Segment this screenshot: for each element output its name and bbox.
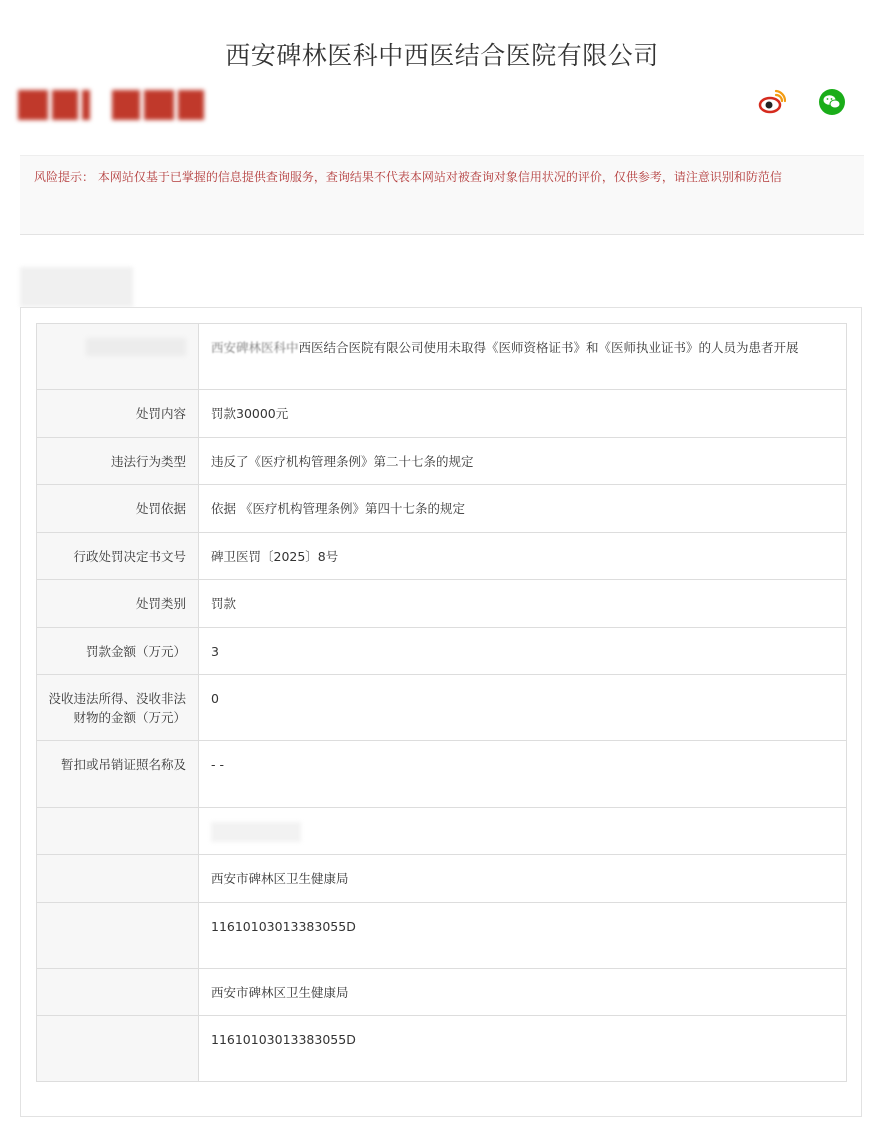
record-tab[interactable]	[20, 267, 133, 307]
row-value: 罚款30000元	[199, 390, 847, 438]
row-label: 暂扣或吊销证照名称及	[37, 741, 199, 808]
row-label	[37, 1016, 199, 1082]
case-description: 西安碑林医科中西医结合医院有限公司使用未取得《医师资格证书》和《医师执业证书》的人员为患者开展	[199, 324, 847, 390]
table-row	[37, 808, 847, 855]
row-label: 罚款金额（万元）	[37, 628, 199, 675]
table-row	[37, 324, 847, 390]
row-value: 0	[199, 675, 847, 741]
table-row	[37, 628, 847, 675]
row-value: 碑卫医罚〔2025〕8号	[199, 533, 847, 580]
row-label: 没收违法所得、没收非法财物的金额（万元）	[37, 675, 199, 741]
row-label	[37, 855, 199, 903]
table-row	[37, 903, 847, 969]
row-value: 违反了《医疗机构管理条例》第二十七条的规定	[199, 438, 847, 485]
row-value: 3	[199, 628, 847, 675]
table-row	[37, 969, 847, 1016]
table-row	[37, 675, 847, 741]
table-row	[37, 1016, 847, 1082]
penalty-record-table	[36, 323, 847, 1082]
risk-notice-text: 风险提示： 本网站仅基于已掌握的信息提供查询服务，查询结果不代表本网站对被查询对象信用状况的评价，仅供参考，请注意识别和防范信	[34, 170, 782, 184]
row-label	[37, 969, 199, 1016]
table-row	[37, 390, 847, 438]
row-label	[37, 903, 199, 969]
table-row	[37, 855, 847, 903]
row-value	[199, 808, 847, 855]
row-label: 处罚内容	[37, 390, 199, 438]
site-logo	[18, 88, 220, 122]
row-label: 违法行为类型	[37, 438, 199, 485]
page-title: 西安碑林医科中西医结合医院有限公司	[225, 41, 659, 70]
row-value: 西安市碑林区卫生健康局	[199, 969, 847, 1016]
row-value: 11610103013383055D	[199, 903, 847, 969]
weibo-icon[interactable]	[758, 88, 786, 116]
row-value: 依据 《医疗机构管理条例》第四十七条的规定	[199, 485, 847, 533]
table-row	[37, 485, 847, 533]
risk-notice	[20, 155, 864, 235]
row-value: 罚款	[199, 580, 847, 628]
row-label: 行政处罚决定书文号	[37, 533, 199, 580]
wechat-icon[interactable]	[818, 88, 846, 116]
row-label	[37, 808, 199, 855]
row-value: 西安市碑林区卫生健康局	[199, 855, 847, 903]
row-label	[37, 324, 199, 390]
row-value: - -	[199, 741, 847, 808]
table-row	[37, 580, 847, 628]
row-label: 处罚类别	[37, 580, 199, 628]
table-row	[37, 438, 847, 485]
row-label: 处罚依据	[37, 485, 199, 533]
table-row	[37, 741, 847, 808]
table-row	[37, 533, 847, 580]
row-value: 11610103013383055D	[199, 1016, 847, 1082]
